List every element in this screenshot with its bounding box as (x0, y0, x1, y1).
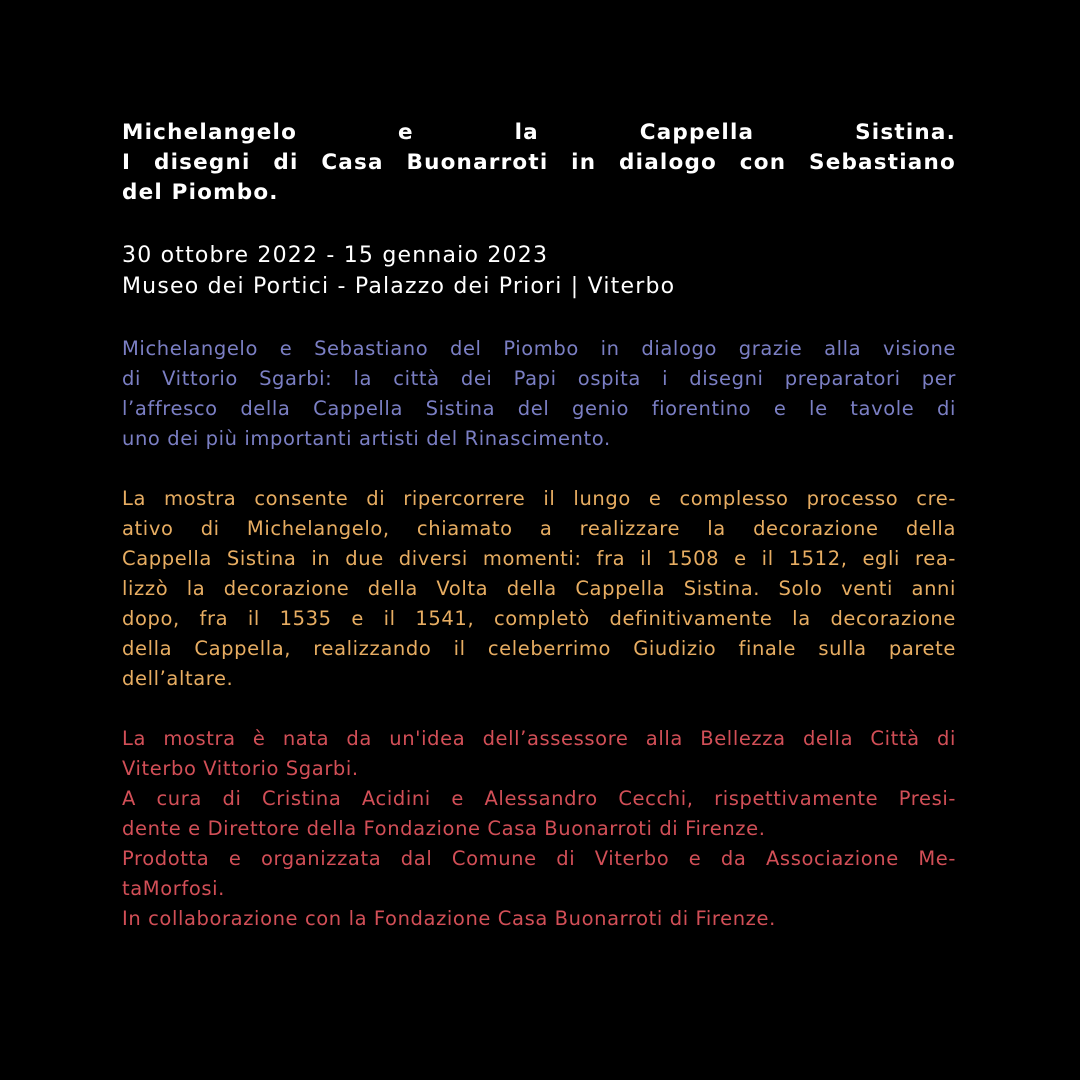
title-line: I disegni di Casa Buonarroti in dialogo con Sebastiano (122, 150, 956, 175)
description-line: ativo di Michelangelo, chiamato a realizzare la decorazione della (122, 517, 956, 540)
description-line: lizzò la decorazione della Volta della Cappella Sistina. Solo venti anni (122, 577, 956, 600)
intro-line: l’affresco della Cappella Sistina del genio fiorentino e le tavole di (122, 397, 956, 420)
description-line: Cappella Sistina in due diversi momenti: fra il 1508 e il 1512, egli rea- (122, 547, 956, 570)
description-line: della Cappella, realizzando il celeberrimo Giudizio finale sulla parete (122, 637, 956, 660)
credits-line: La mostra è nata da un'idea dell’assessore alla Bellezza della Città di (122, 727, 956, 750)
description-paragraph (122, 484, 956, 694)
intro-line: uno dei più importanti artisti del Rinascimento. (122, 427, 611, 450)
credits-line: Viterbo Vittorio Sgarbi. (122, 757, 359, 780)
credits-line: taMorfosi. (122, 877, 225, 900)
description-line: dopo, fra il 1535 e il 1541, completò definitivamente la decorazione (122, 607, 956, 630)
credits-line: In collaborazione con la Fondazione Casa Buonarroti di Firenze. (122, 907, 776, 930)
intro-line: di Vittorio Sgarbi: la città dei Papi ospita i disegni preparatori per (122, 367, 956, 390)
exhibition-venue: Museo dei Portici - Palazzo dei Priori | Viterbo (122, 274, 676, 299)
description-line: dell’altare. (122, 667, 234, 690)
title-line: Michelangelo e la Cappella Sistina. (122, 120, 956, 145)
credits-line: Prodotta e organizzata dal Comune di Viterbo e da Associazione Me- (122, 847, 956, 870)
exhibition-info (122, 240, 956, 302)
intro-paragraph (122, 334, 956, 454)
exhibition-title (122, 118, 956, 208)
intro-line: Michelangelo e Sebastiano del Piombo in dialogo grazie alla visione (122, 337, 956, 360)
text-panel (122, 118, 956, 934)
credits-line: dente e Direttore della Fondazione Casa Buonarroti di Firenze. (122, 817, 766, 840)
title-line: del Piombo. (122, 180, 279, 205)
credits-line: A cura di Cristina Acidini e Alessandro Cecchi, rispettivamente Presi- (122, 787, 956, 810)
credits-paragraph (122, 724, 956, 934)
description-line: La mostra consente di ripercorrere il lungo e complesso processo cre- (122, 487, 956, 510)
exhibition-dates: 30 ottobre 2022 - 15 gennaio 2023 (122, 243, 549, 268)
